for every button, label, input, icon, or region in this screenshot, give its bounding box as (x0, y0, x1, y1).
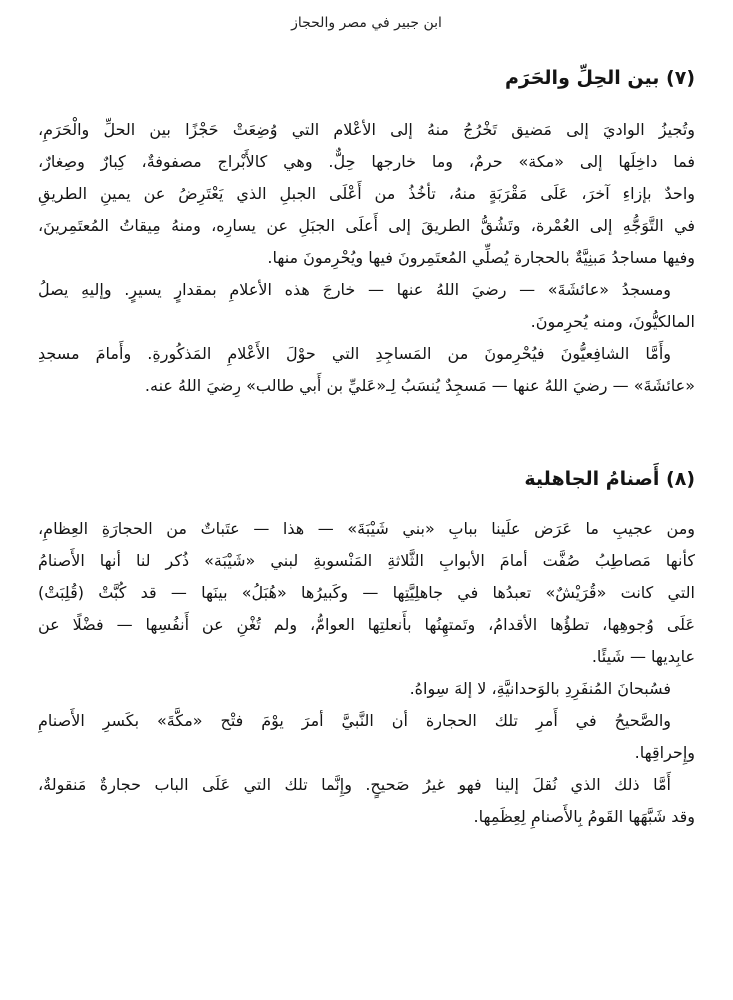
text-line: عَلَى وُجوهِها، تطؤُها الأقدامُ، وتَمتهِنُها بأَنعلتِها العوامُّ، ولم تُغْنِ عن أَنفُسِها — فضْلًا عن (38, 615, 695, 634)
section-title-8: (٨) أَصنامُ الجاهلية (524, 468, 695, 490)
text-line: عابِديها — شَيئًا. (591, 647, 695, 666)
text-line: وإِحراقِها. (634, 743, 695, 762)
running-header: ابن جبير في مصر والحجاز (291, 15, 442, 31)
text-line: ومسجدُ «عائشَةَ» — رضيَ اللهُ عنها — خارجَ هذه الأعلامِ بمقدارٍ يسيرٍ. وإليهِ يصلُ (38, 280, 671, 299)
paragraph (38, 513, 695, 673)
text-line: كأنها مَصاطِبُ صُفَّت أمامَ الأبوابِ الثَّلاثةِ المَنْسوبةِ لبني «شَيْبَة» ذُكر لنا أنها الأَصنامُ (38, 551, 695, 570)
text-line: والصَّحيحُ في أَمرِ تلك الحجارة أن النَّبيَّ أمرَ يوْمَ فتْح «مكَّةَ» بكَسرِ الأَصنامِ (38, 711, 671, 730)
text-line: وقد شَبَّهَها القَومُ بِالأَصنامِ لِعِظَمِها. (473, 807, 695, 826)
paragraph (38, 114, 695, 274)
text-line: واحدٌ بإزاءِ آخرَ، عَلَى مَقْرَبَةٍ منهُ، تأخُذُ من أَعْلَى الجبلِ الذي يَعْتَرِضُ عن يمينِ الطريقِ (38, 184, 695, 203)
paragraph (38, 338, 695, 402)
text-line: في التَّوَجُّهِ إلى العُمْرة، وتَشُقُّ الطريقَ إلى أَعلَى الجبَلِ عن يسارِه، ومنهُ مِيقاتُ المُعتَمِرينَ، (38, 216, 695, 235)
text-line: وتُجيزُ الواديَ إلى مَضيق تَخْرُجُ منهُ إلى الأعْلام التي وُضِعَتْ حَجْزًا بين الحلِّ والْحَرَمِ، (38, 120, 695, 139)
text-line: التي كانت «قُرَيْشٌ» تعبدُها في جاهلِيَّتِها — وكَبيرُها «هُبَلُ» بينَها — قد كُبَّتْ (قُلِبَتْ) (38, 583, 695, 602)
paragraph (38, 274, 695, 338)
text-line: ومن عجيبِ ما عَرَض علَينا ببابِ «بني شَيْبَةَ» — هذا — عتَباتٌ من الحجارَةِ العِظامِ، (38, 519, 695, 538)
section-title-7: (٧) بين الحِلِّ والحَرَم (504, 67, 695, 89)
text-line: فسُبحانَ المُنفَرِدِ بالوَحدانيَّةِ، لا إلهَ سِواهُ. (409, 679, 671, 698)
text-line: وأَمَّا الشافِعيُّونَ فيُحْرِمونَ من المَساجِدِ التي حوْلَ الأَعْلامِ المَذكُورةِ. وأَمامَ مسجدِ (38, 344, 671, 363)
text-line: فما داخِلَها إلى «مكة» حرمٌ، وما خارجها حِلٌّ. وهي كالأَبْراج مصفوفةٌ، كِبارٌ وصِغارٌ، (38, 152, 695, 171)
section-8-body (38, 513, 695, 833)
paragraph (38, 673, 695, 705)
section-7-body (38, 114, 695, 402)
paragraph (38, 769, 695, 833)
text-line: «عائشَةَ» — رضيَ اللهُ عنها — مَسجِدٌ يُنسَبُ لِـ«عَليِّ بن أَبي طالب» رِضيَ اللهُ عنه. (144, 376, 695, 395)
paragraph (38, 705, 695, 769)
text-line: أَمَّا ذلك الذي نُقلَ إلينا فهو غيرُ صَحيحٍ. وإِنَّما تلك التي عَلَى الباب حجارةٌ مَنقولةٌ، (38, 775, 671, 794)
text-line: المالكيُّونَ، ومنه يُحرِمونَ. (530, 312, 695, 331)
text-line: وفيها مساجدُ مَبنِيَّةٌ بالحجارة يُصلِّي المُعتَمِرونَ فيها ويُحْرِمونَ منها. (267, 248, 695, 267)
